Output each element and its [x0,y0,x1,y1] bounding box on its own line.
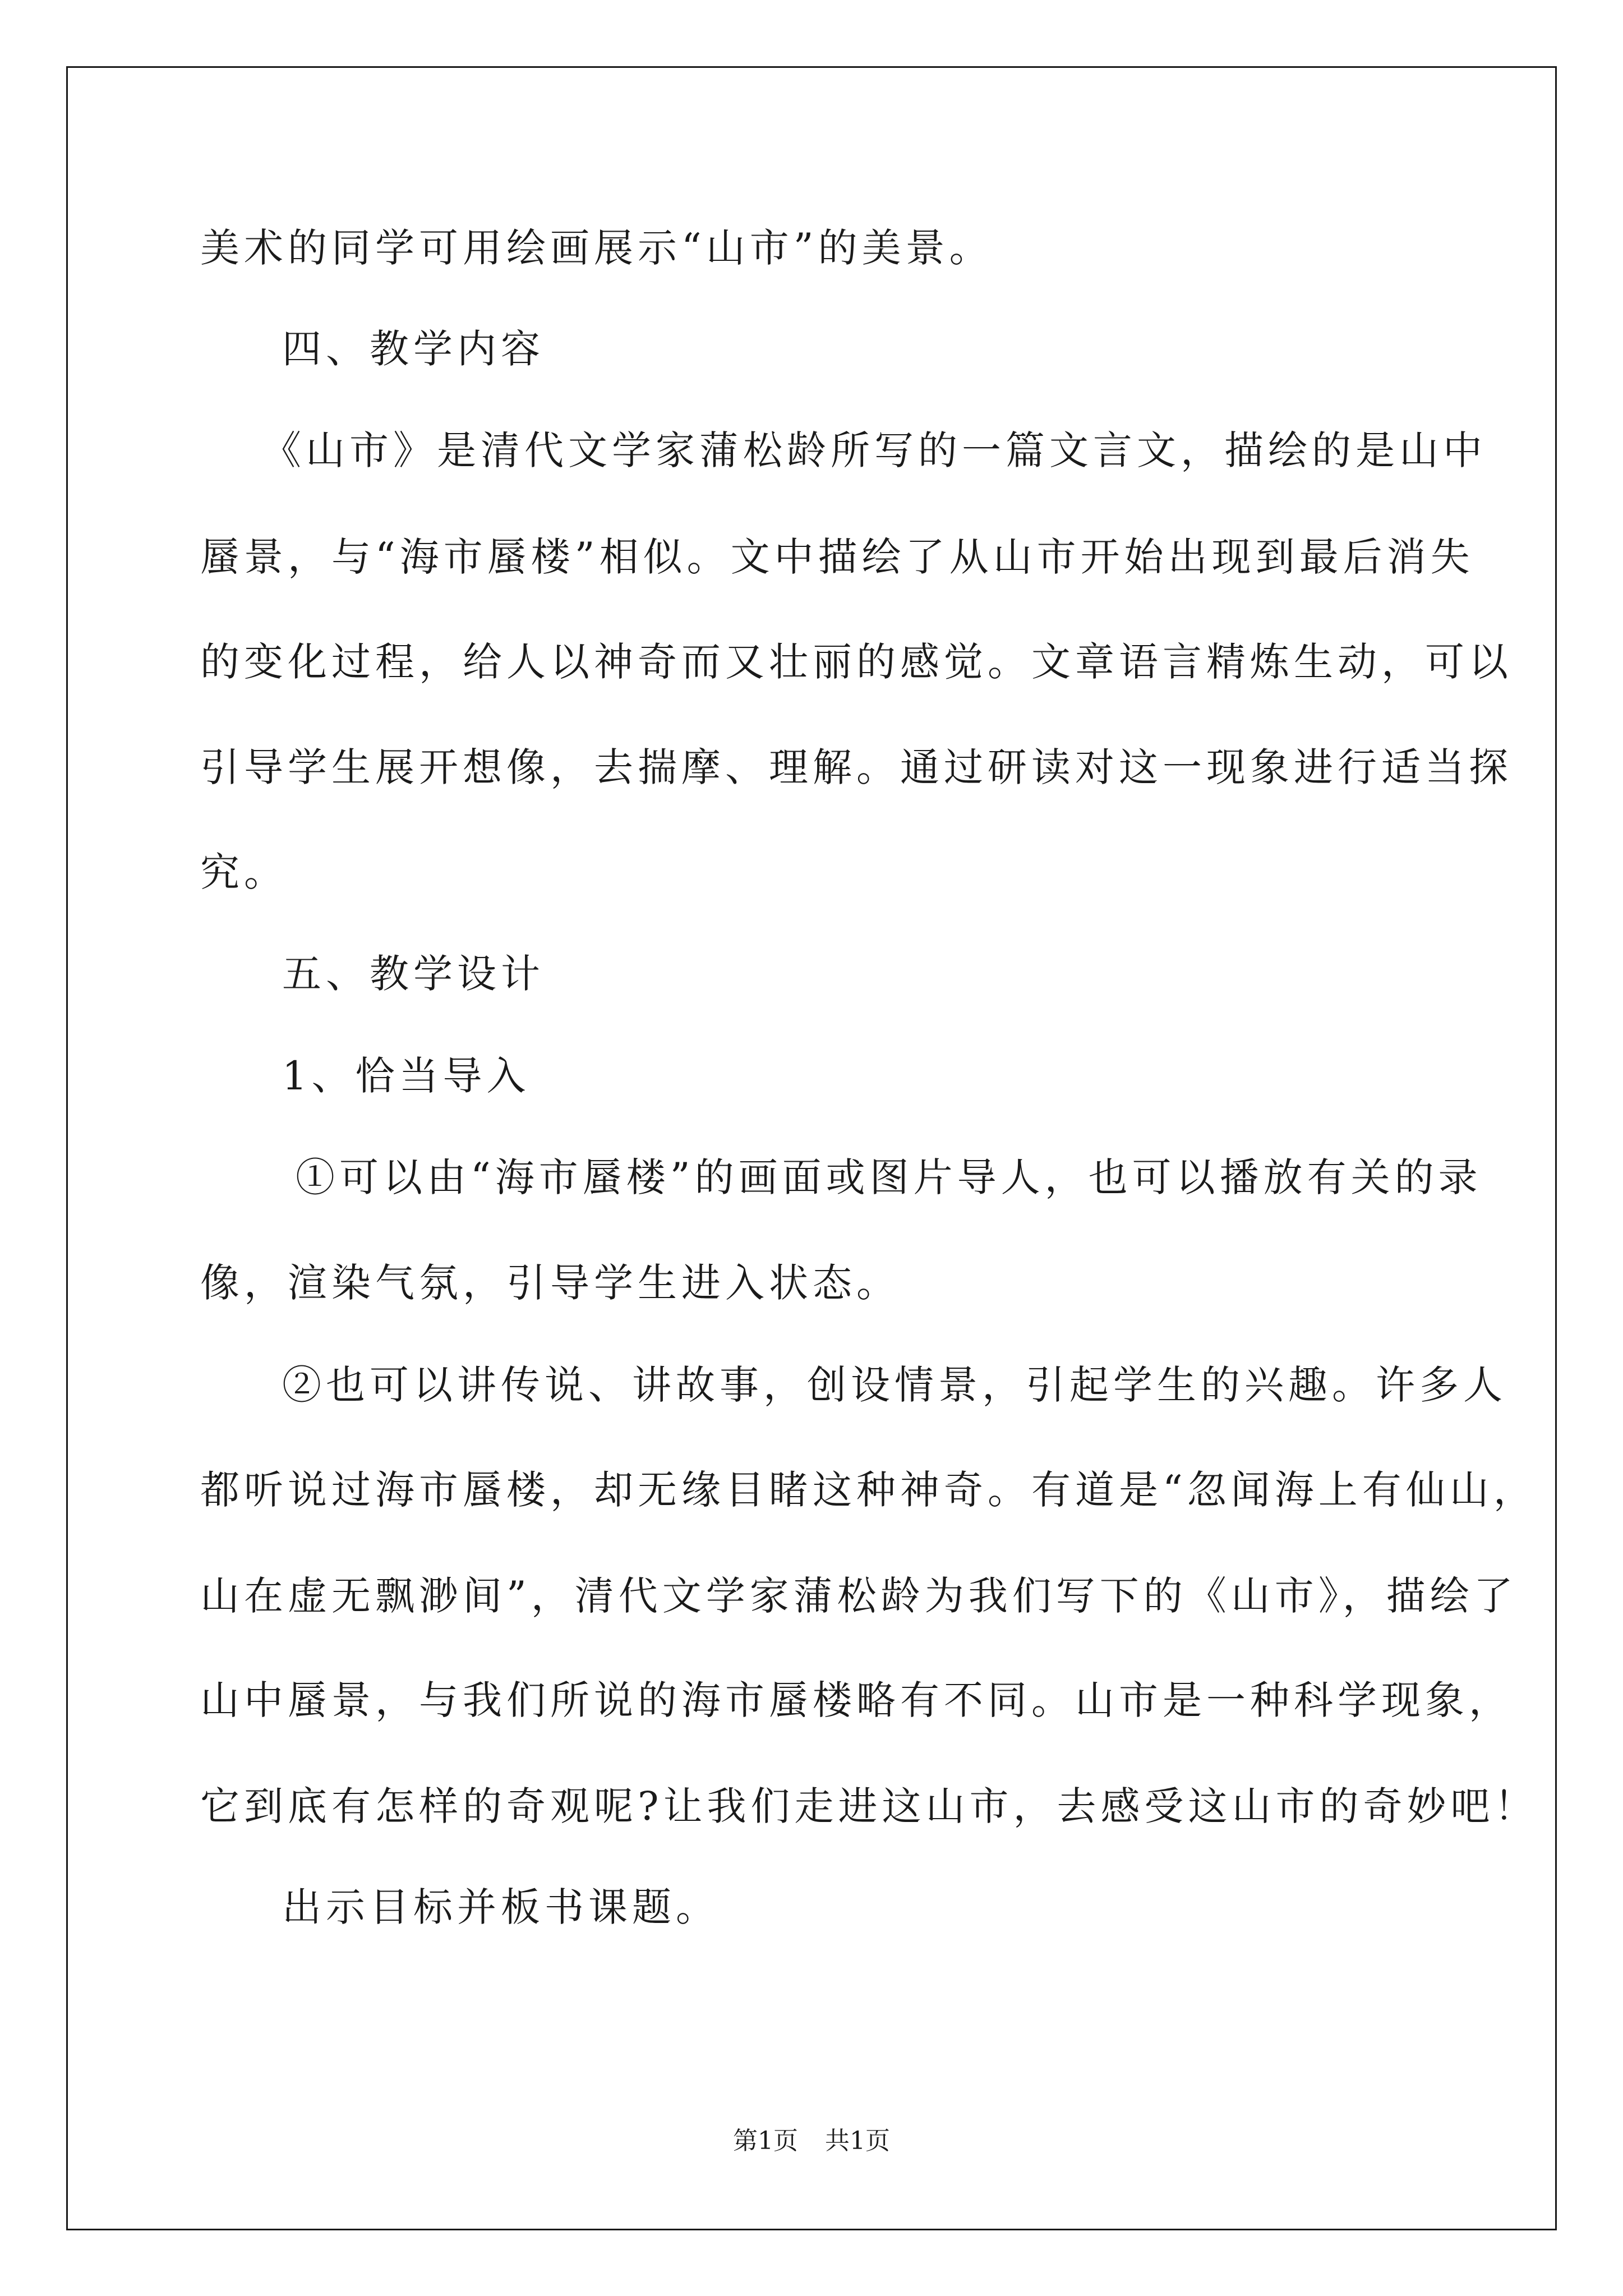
text-line: 引导学生展开想像，去揣摩、理解。通过研读对这一现象进行适当探 [200,744,1513,790]
text-line: 究。 [200,849,288,895]
section-heading: 四、教学内容 [282,326,545,372]
page-number: 第1页 [733,2127,798,2155]
text-line: 山中蜃景，与我们所说的海市蜃楼略有不同。山市是一种科学现象， [200,1677,1513,1723]
text-line: 美术的同学可用绘画展示“山市”的美景。 [200,225,993,271]
text-line: ②也可以讲传说、讲故事，创设情景，引起学生的兴趣。许多人 [282,1362,1507,1408]
text-line: 的变化过程，给人以神奇而又壮丽的感觉。文章语言精炼生动，可以 [200,639,1513,685]
page-footer [0,2124,1623,2158]
section-heading: 五、教学设计 [282,951,545,997]
text-line: ①可以由“海市蜃楼”的画面或图片导人，也可以播放有关的录 [296,1154,1482,1200]
text-line: 山在虚无飘渺间”，清代文学家蒲松龄为我们写下的《山市》，描绘了 [200,1573,1518,1619]
text-line: 《山市》是清代文学家蒲松龄所写的一篇文言文，描绘的是山中 [262,427,1487,473]
page-total: 共1页 [825,2127,890,2155]
text-line: 蜃景，与“海市蜃楼”相似。文中描绘了从山市开始出现到最后消失 [200,534,1474,580]
text-line: 都听说过海市蜃楼，却无缘目睹这种神奇。有道是“忽闻海上有仙山， [200,1467,1537,1513]
text-line: 它到底有怎样的奇观呢?让我们走进这山市，去感受这山市的奇妙吧！ [200,1783,1538,1829]
sub-heading: 1、恰当导入 [282,1053,531,1099]
text-line: 像，渲染气氛，引导学生进入状态。 [200,1260,900,1306]
text-line: 出示目标并板书课题。 [282,1884,720,1930]
